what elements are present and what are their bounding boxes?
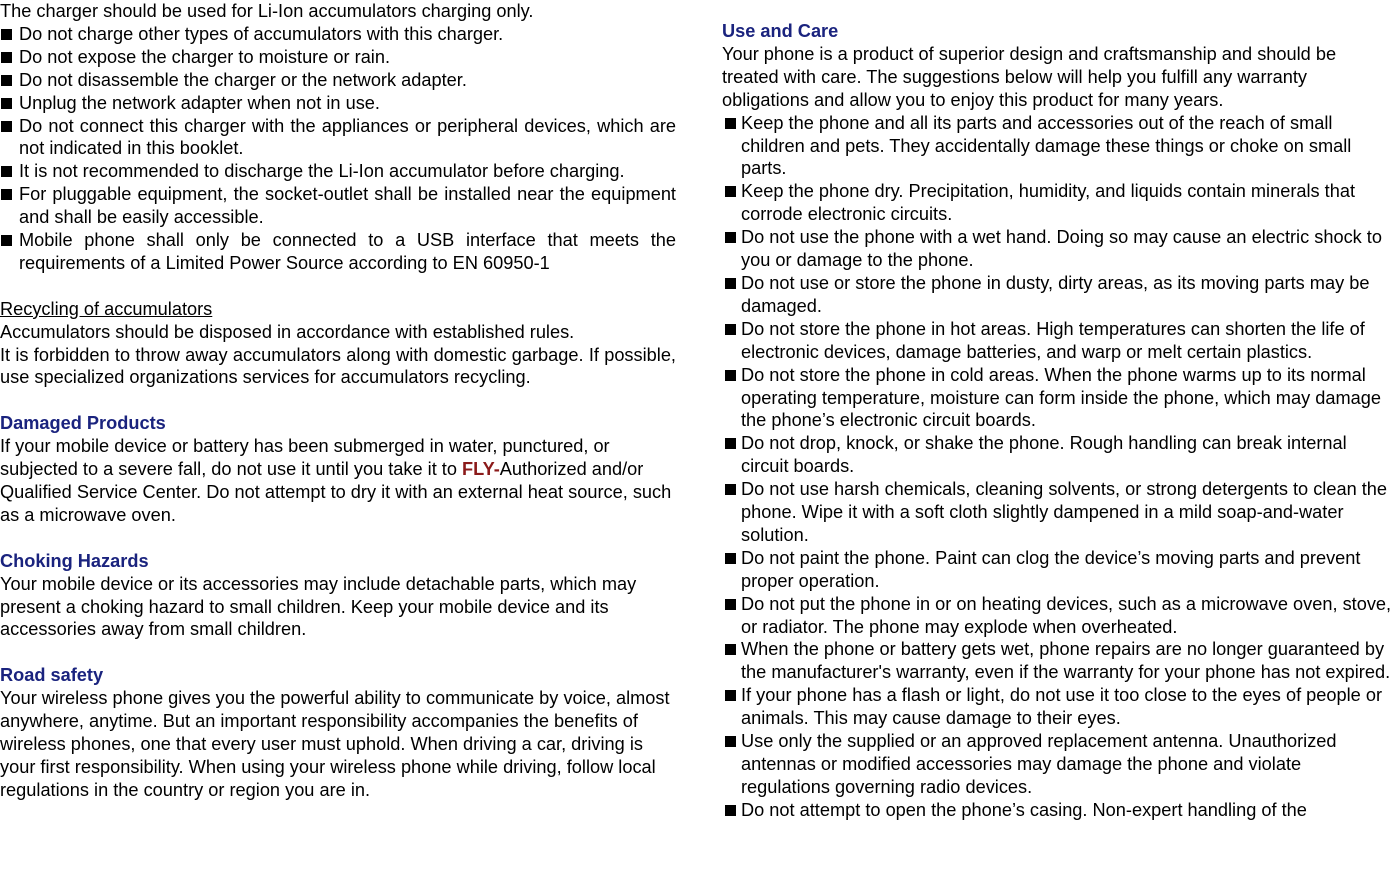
bullet-text: Keep the phone dry. Precipitation, humidity, and liquids contain minerals that corrode electronic circuits. — [741, 181, 1356, 225]
choking-hazards-text: Your mobile device or its accessories may include detachable parts, which may present a choking hazard to small children. Keep your mobile device and its accessories away from small children. — [0, 573, 637, 640]
square-bullet-icon — [725, 690, 736, 701]
bullet-text: Do not expose the charger to moisture or rain. — [19, 46, 391, 67]
list-item — [0, 160, 676, 183]
recycling-text-1: Accumulators should be disposed in accordance with established rules. — [0, 321, 575, 342]
square-bullet-icon — [725, 232, 736, 243]
square-bullet-icon — [1, 75, 12, 86]
bullet-text: Do not drop, knock, or shake the phone. Rough handling can break internal circuit boards. — [741, 433, 1347, 477]
square-bullet-icon — [725, 438, 736, 449]
spacer — [0, 275, 676, 298]
square-bullet-icon — [725, 370, 736, 381]
square-bullet-icon — [725, 599, 736, 610]
bullet-text: Mobile phone shall only be connected to a USB interface that meets the requirements of a Limited Power Source according to EN 60950-1 — [19, 230, 676, 273]
bullet-text: Keep the phone and all its parts and accessories out of the reach of small children and pets. They accidentally damage these things or choke on small parts. — [741, 112, 1352, 179]
bullet-text: Do not connect this charger with the appliances or peripheral devices, which are not indicated in this booklet. — [19, 115, 676, 159]
list-item — [722, 478, 1394, 547]
use-and-care-heading: Use and Care — [722, 21, 839, 41]
list-item — [722, 799, 1394, 822]
list-item — [0, 115, 676, 161]
square-bullet-icon — [725, 644, 736, 655]
bullet-text: Do not put the phone in or on heating devices, such as a microwave oven, stove, or radiator. The phone may explode when overheated. — [741, 593, 1392, 637]
bullet-text: Do not use or store the phone in dusty, dirty areas, as its moving parts may be damaged. — [741, 272, 1370, 316]
square-bullet-icon — [1, 98, 12, 109]
list-item — [722, 684, 1394, 730]
square-bullet-icon — [725, 118, 736, 129]
list-item — [722, 432, 1394, 478]
list-item — [722, 638, 1394, 684]
list-item — [722, 272, 1394, 318]
list-item — [722, 593, 1394, 639]
list-item — [0, 23, 676, 46]
bullet-text: Do not store the phone in hot areas. High temperatures can shorten the life of electronic devices, damage batteries, and warp or melt certain plastics. — [741, 318, 1365, 362]
recycling-title: Recycling of accumulators — [0, 298, 213, 319]
use-and-care-bullet-list — [722, 112, 1394, 822]
square-bullet-icon — [725, 186, 736, 197]
damaged-text-after: Authorized and/or Qualified Service Center. Do not attempt to dry it with an external heat source, such as a microwave oven. — [0, 459, 672, 525]
list-item — [722, 112, 1394, 181]
bullet-text: Unplug the network adapter when not in use. — [19, 92, 380, 113]
choking-hazards-heading: Choking Hazards — [0, 550, 149, 571]
bullet-text: It is not recommended to discharge the Li-Ion accumulator before charging. — [19, 161, 625, 182]
list-item — [722, 318, 1394, 364]
road-safety-heading: Road safety — [0, 665, 104, 686]
road-safety-text: Your wireless phone gives you the powerful ability to communicate by voice, almost anywhere, anytime. But an important responsibility accompanies the benefits of wireless phones, one that every user must uphold. When driving a car, driving is your first responsibility. When using your wireless phone while driving, follow local regulations in the country or region you are in. — [0, 688, 670, 800]
bullet-text: Do not disassemble the charger or the network adapter. — [19, 69, 467, 90]
square-bullet-icon — [1, 166, 12, 177]
spacer — [0, 389, 676, 412]
damaged-text-before: If your mobile device or battery has been submerged in water, punctured, or subjected to a severe fall, do not use it until you take it to — [0, 436, 610, 480]
damaged-products-text — [0, 435, 676, 527]
list-item — [0, 92, 676, 115]
bullet-text: Do not use the phone with a wet hand. Doing so may cause an electric shock to you or damage to the phone. — [741, 227, 1382, 271]
square-bullet-icon — [1, 29, 12, 40]
bullet-text: Do not attempt to open the phone’s casing. Non-expert handling of the — [741, 799, 1307, 820]
charger-bullet-list — [0, 23, 676, 275]
list-item — [722, 180, 1394, 226]
list-item — [0, 183, 676, 229]
recycling-text-2: It is forbidden to throw away accumulators along with domestic garbage. If possible, use specialized organizations services for accumulators recycling. — [0, 344, 676, 388]
spacer — [0, 641, 676, 664]
list-item — [0, 46, 676, 69]
bullet-text: When the phone or battery gets wet, phone repairs are no longer guaranteed by the manufacturer's warranty, even if the warranty for your phone has not expired. — [741, 639, 1391, 683]
left-column — [0, 0, 676, 802]
bullet-text: Do not use harsh chemicals, cleaning solvents, or strong detergents to clean the phone. Wipe it with a soft cloth slightly dampened in a mild soap-and-water solution. — [741, 479, 1388, 545]
square-bullet-icon — [1, 121, 12, 132]
list-item — [722, 547, 1394, 593]
list-item — [722, 226, 1394, 272]
bullet-text: Do not store the phone in cold areas. When the phone warms up to its normal operating temperature, moisture can form inside the phone, which may damage the phone’s electronic circuit boards. — [741, 364, 1381, 431]
bullet-text: Do not paint the phone. Paint can clog the device’s moving parts and prevent proper operation. — [741, 547, 1361, 591]
list-item — [0, 229, 676, 275]
square-bullet-icon — [1, 52, 12, 63]
right-column — [722, 20, 1394, 822]
charger-intro: The charger should be used for Li-Ion accumulators charging only. — [0, 1, 534, 21]
bullet-text: If your phone has a flash or light, do not use it too close to the eyes of people or animals. This may cause damage to their eyes. — [741, 685, 1383, 729]
square-bullet-icon — [725, 805, 736, 816]
square-bullet-icon — [725, 736, 736, 747]
square-bullet-icon — [725, 324, 736, 335]
square-bullet-icon — [725, 553, 736, 564]
square-bullet-icon — [725, 278, 736, 289]
bullet-text: Do not charge other types of accumulators with this charger. — [19, 23, 504, 44]
use-and-care-intro: Your phone is a product of superior design and craftsmanship and should be treated with care. The suggestions below will help you fulfill any warranty obligations and allow you to enjoy this product for many years. — [722, 43, 1337, 110]
square-bullet-icon — [1, 189, 12, 200]
damaged-products-heading: Damaged Products — [0, 413, 166, 434]
list-item — [0, 69, 676, 92]
list-item — [722, 364, 1394, 433]
spacer — [0, 527, 676, 550]
bullet-text: For pluggable equipment, the socket-outlet shall be installed near the equipment and shall be easily accessible. — [19, 184, 676, 228]
square-bullet-icon — [1, 235, 12, 246]
square-bullet-icon — [725, 484, 736, 495]
brand-name: FLY- — [462, 459, 500, 480]
list-item — [722, 730, 1394, 799]
bullet-text: Use only the supplied or an approved replacement antenna. Unauthorized antennas or modified accessories may damage the phone and violate regulations governing radio devices. — [741, 731, 1337, 797]
